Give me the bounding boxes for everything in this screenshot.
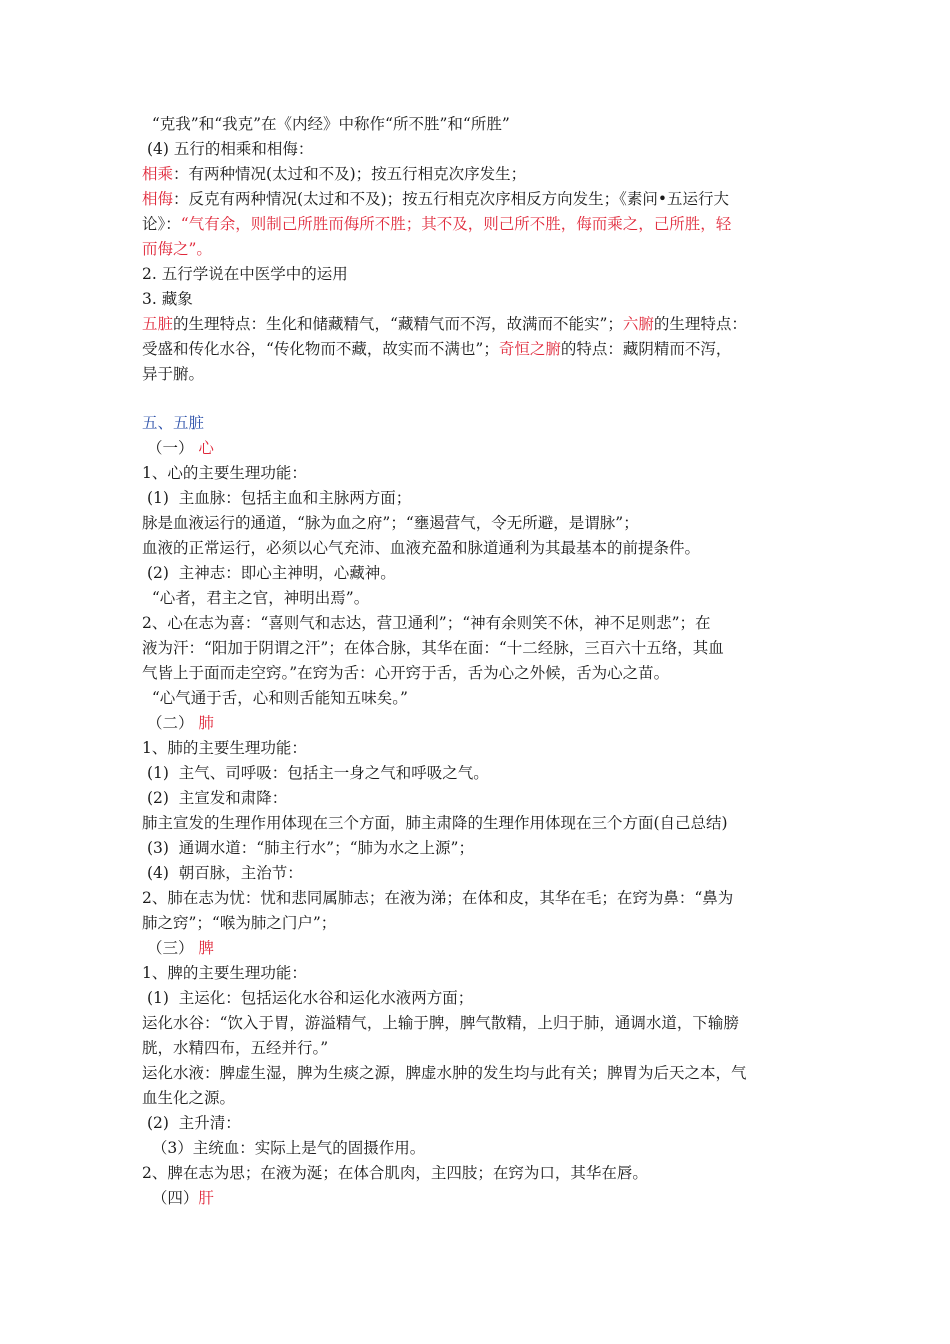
text-line bbox=[142, 1136, 814, 1161]
text-segment: (1) 主运化：包括运化水谷和运化水液两方面； bbox=[142, 989, 474, 1007]
text-line bbox=[142, 1086, 814, 1111]
text-line bbox=[142, 1011, 814, 1036]
text-segment: 肺之窍”；“喉为肺之门户”； bbox=[142, 914, 337, 932]
text-segment: (1) 主气、司呼吸：包括主一身之气和呼吸之气。 bbox=[142, 764, 489, 782]
text-line bbox=[142, 611, 814, 636]
text-line bbox=[142, 936, 814, 961]
text-segment: 受盛和传化水谷，“传化物而不藏，故实而不满也”； bbox=[142, 340, 499, 358]
text-segment: (2) 主神志：即心主神明，心藏神。 bbox=[142, 564, 396, 582]
text-line bbox=[142, 187, 814, 212]
text-segment: 2. 五行学说在中医学中的运用 bbox=[142, 265, 348, 283]
text-segment: 胱，水精四布，五经并行。” bbox=[142, 1039, 329, 1057]
text-line bbox=[142, 486, 814, 511]
text-segment: （三） bbox=[142, 939, 199, 957]
text-segment: “心气通于舌，心和则舌能知五味矣。” bbox=[142, 689, 408, 707]
text-line bbox=[142, 212, 814, 237]
text-segment: 1、脾的主要生理功能： bbox=[142, 964, 307, 982]
text-line bbox=[142, 711, 814, 736]
text-segment: 的特点：藏阴精而不泻， bbox=[560, 340, 732, 358]
text-line bbox=[142, 786, 814, 811]
text-segment: “心者，君主之官，神明出焉”。 bbox=[142, 589, 370, 607]
text-line bbox=[142, 661, 814, 686]
text-line bbox=[142, 237, 814, 262]
text-segment: 运化水液：脾虚生湿，脾为生痰之源，脾虚水肿的发生均与此有关；脾胃为后天之本，气 bbox=[142, 1064, 747, 1082]
text-segment: 血液的正常运行，必须以心气充沛、血液充盈和脉道通利为其最基本的前提条件。 bbox=[142, 539, 701, 557]
highlighted-term: 脾 bbox=[198, 939, 214, 957]
highlighted-term: 相侮 bbox=[142, 190, 174, 208]
highlighted-term: 肝 bbox=[198, 1189, 214, 1207]
text-line bbox=[142, 536, 814, 561]
text-line bbox=[142, 736, 814, 761]
text-line bbox=[142, 961, 814, 986]
text-line bbox=[142, 861, 814, 886]
highlighted-term: “气有余，则制己所胜而侮所不胜；其不及，则己所不胜，侮而乘之，己所胜，轻 bbox=[180, 215, 732, 233]
text-segment: （二） bbox=[142, 714, 199, 732]
text-segment: （四） bbox=[142, 1189, 199, 1207]
text-segment: 异于腑。 bbox=[142, 365, 205, 383]
text-segment: (2) 主宣发和肃降： bbox=[142, 789, 288, 807]
text-line bbox=[142, 511, 814, 536]
text-segment: 气皆上于面而走空窍。”在窍为舌：心开窍于舌，舌为心之外候，舌为心之苗。 bbox=[142, 664, 670, 682]
text-line bbox=[142, 312, 814, 337]
paragraph-gap bbox=[142, 387, 814, 411]
highlighted-term: 相乘 bbox=[142, 165, 174, 183]
text-line bbox=[142, 411, 814, 436]
text-segment: 2、脾在志为思；在液为涎；在体合肌肉，主四肢；在窍为口，其华在唇。 bbox=[142, 1164, 648, 1182]
text-line bbox=[142, 1161, 814, 1186]
highlighted-term: 六腑 bbox=[622, 315, 654, 333]
text-line bbox=[142, 137, 814, 162]
text-line bbox=[142, 636, 814, 661]
text-segment: 1、心的主要生理功能： bbox=[142, 464, 307, 482]
highlighted-term: 奇恒之腑 bbox=[498, 340, 561, 358]
text-line bbox=[142, 262, 814, 287]
text-line bbox=[142, 362, 814, 387]
text-line bbox=[142, 112, 814, 137]
text-segment: 3. 藏象 bbox=[142, 290, 193, 308]
text-line bbox=[142, 811, 814, 836]
text-line bbox=[142, 1061, 814, 1086]
section-heading: 五、五脏 bbox=[142, 414, 205, 432]
text-line bbox=[142, 561, 814, 586]
text-segment: 2、心在志为喜：“喜则气和志达，营卫通利”；“神有余则笑不休，神不足则悲”；在 bbox=[142, 614, 711, 632]
document-page bbox=[142, 112, 814, 1211]
text-line bbox=[142, 162, 814, 187]
text-line bbox=[142, 836, 814, 861]
text-segment: (2) 主升清： bbox=[142, 1114, 241, 1132]
text-segment: （3）主统血：实际上是气的固摄作用。 bbox=[142, 1139, 426, 1157]
text-line bbox=[142, 1036, 814, 1061]
text-line bbox=[142, 461, 814, 486]
text-segment: (4) 五行的相乘和相侮： bbox=[142, 140, 314, 158]
text-segment: 1、肺的主要生理功能： bbox=[142, 739, 307, 757]
text-segment: (1) 主血脉：包括主血和主脉两方面； bbox=[142, 489, 412, 507]
text-line bbox=[142, 886, 814, 911]
highlighted-term: 而侮之”。 bbox=[142, 240, 212, 258]
text-segment: （一） bbox=[142, 439, 199, 457]
highlighted-term: 五脏 bbox=[142, 315, 174, 333]
text-segment: ：反克有两种情况(太过和不及)；按五行相克次序相反方向发生；《素问•五运行大 bbox=[173, 190, 730, 208]
text-segment: (3) 通调水道：“肺主行水”；“肺为水之上源”； bbox=[142, 839, 474, 857]
text-line bbox=[142, 436, 814, 461]
highlighted-term: 心 bbox=[198, 439, 214, 457]
text-segment: 液为汗：“阳加于阴谓之汗”；在体合脉，其华在面：“十二经脉，三百六十五络，其血 bbox=[142, 639, 724, 657]
text-segment: 肺主宣发的生理作用体现在三个方面，肺主肃降的生理作用体现在三个方面(自己总结) bbox=[142, 814, 728, 832]
highlighted-term: 肺 bbox=[198, 714, 214, 732]
text-segment: 运化水谷：“饮入于胃，游溢精气，上输于脾，脾气散精，上归于肺，通调水道，下输膀 bbox=[142, 1014, 739, 1032]
text-line bbox=[142, 1111, 814, 1136]
text-segment: “克我”和“我克”在《内经》中称作“所不胜”和“所胜” bbox=[142, 115, 510, 133]
text-line bbox=[142, 1186, 814, 1211]
text-segment: 脉是血液运行的通道，“脉为血之府”；“壅遏营气，令无所避，是谓脉”； bbox=[142, 514, 639, 532]
text-segment: 的生理特点：生化和储藏精气，“藏精气而不泻，故满而不能实”； bbox=[173, 315, 623, 333]
text-line bbox=[142, 686, 814, 711]
text-line bbox=[142, 586, 814, 611]
text-segment: 2、肺在志为忧：忧和悲同属肺志；在液为涕；在体和皮，其华在毛；在窍为鼻：“鼻为 bbox=[142, 889, 734, 907]
text-segment: 血生化之源。 bbox=[142, 1089, 236, 1107]
text-line bbox=[142, 337, 814, 362]
text-line bbox=[142, 911, 814, 936]
text-segment: 论》： bbox=[142, 215, 181, 233]
text-line bbox=[142, 287, 814, 312]
text-line bbox=[142, 761, 814, 786]
text-segment: 的生理特点： bbox=[653, 315, 747, 333]
text-line bbox=[142, 986, 814, 1011]
text-segment: ：有两种情况(太过和不及)；按五行相克次序发生； bbox=[173, 165, 527, 183]
text-segment: (4) 朝百脉，主治节： bbox=[142, 864, 303, 882]
